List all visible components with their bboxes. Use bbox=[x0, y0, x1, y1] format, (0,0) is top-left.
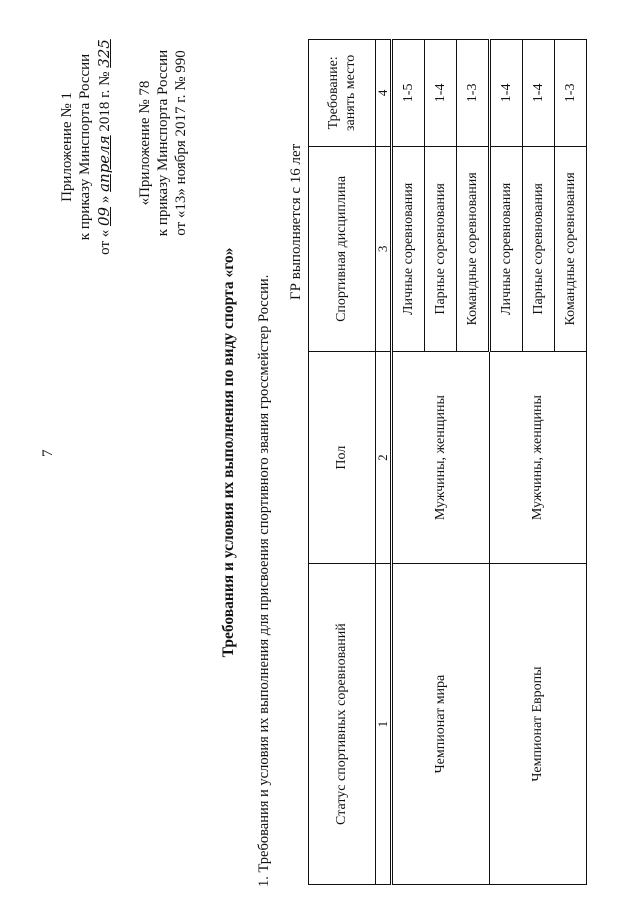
handwritten-day: 09 bbox=[95, 206, 113, 226]
col-number-1: 1 bbox=[376, 564, 392, 885]
age-note: ГР выполняется с 16 лет bbox=[288, 143, 304, 300]
discipline-cell: Личные соревнования bbox=[490, 146, 523, 351]
place-cell: 1-3 bbox=[555, 40, 587, 147]
handwritten-month: апреля bbox=[95, 135, 113, 192]
date-year: 2018 г. № bbox=[97, 71, 113, 132]
appendix-previous-line3: от «13» ноября 2017 г. № 990 bbox=[173, 50, 189, 236]
gender-cell: Мужчины, женщины bbox=[490, 352, 587, 564]
date-mid: » bbox=[97, 195, 113, 204]
requirements-table bbox=[308, 39, 587, 885]
appendix-current-line3 bbox=[95, 17, 114, 277]
place-cell: 1-4 bbox=[425, 40, 457, 147]
header-requirement: Требование: занять место bbox=[309, 40, 376, 147]
status-cell: Чемпионат мира bbox=[392, 564, 490, 885]
header-status: Статус спортивных соревнований bbox=[309, 564, 376, 885]
discipline-cell: Командные соревнования bbox=[457, 146, 490, 351]
document-title: Требования и условия их выполнения по виду спорта «го» bbox=[220, 247, 237, 658]
table-header-row bbox=[309, 40, 376, 885]
table-row bbox=[392, 40, 425, 885]
place-cell: 1-4 bbox=[490, 40, 523, 147]
place-cell: 1-3 bbox=[457, 40, 490, 147]
appendix-previous-line2: к приказу Минспорта России bbox=[155, 49, 171, 237]
col-number-4: 4 bbox=[376, 40, 392, 147]
date-prefix: от « bbox=[97, 229, 113, 255]
appendix-current-line2: к приказу Минспорта России bbox=[77, 53, 93, 241]
col-number-3: 3 bbox=[376, 146, 392, 351]
page-number: 7 bbox=[40, 449, 56, 457]
header-discipline: Спортивная дисциплина bbox=[309, 146, 376, 351]
discipline-cell: Парные соревнования bbox=[425, 146, 457, 351]
clause-text: 1. Требования и условия их выполнения для присвоения спортивного звания гроссмейстер России. bbox=[256, 274, 272, 887]
table-number-row bbox=[376, 40, 392, 885]
discipline-cell: Командные соревнования bbox=[555, 146, 587, 351]
header-gender: Пол bbox=[309, 352, 376, 564]
place-cell: 1-5 bbox=[392, 40, 425, 147]
status-cell: Чемпионат Европы bbox=[490, 564, 587, 885]
appendix-current-line1: Приложение № 1 bbox=[59, 92, 75, 202]
discipline-cell: Парные соревнования bbox=[523, 146, 555, 351]
table-row bbox=[490, 40, 523, 885]
handwritten-number: 325 bbox=[95, 39, 113, 68]
gender-cell: Мужчины, женщины bbox=[392, 352, 490, 564]
appendix-previous-line1: «Приложение № 78 bbox=[137, 80, 153, 206]
discipline-cell: Личные соревнования bbox=[392, 146, 425, 351]
place-cell: 1-4 bbox=[523, 40, 555, 147]
col-number-2: 2 bbox=[376, 352, 392, 564]
